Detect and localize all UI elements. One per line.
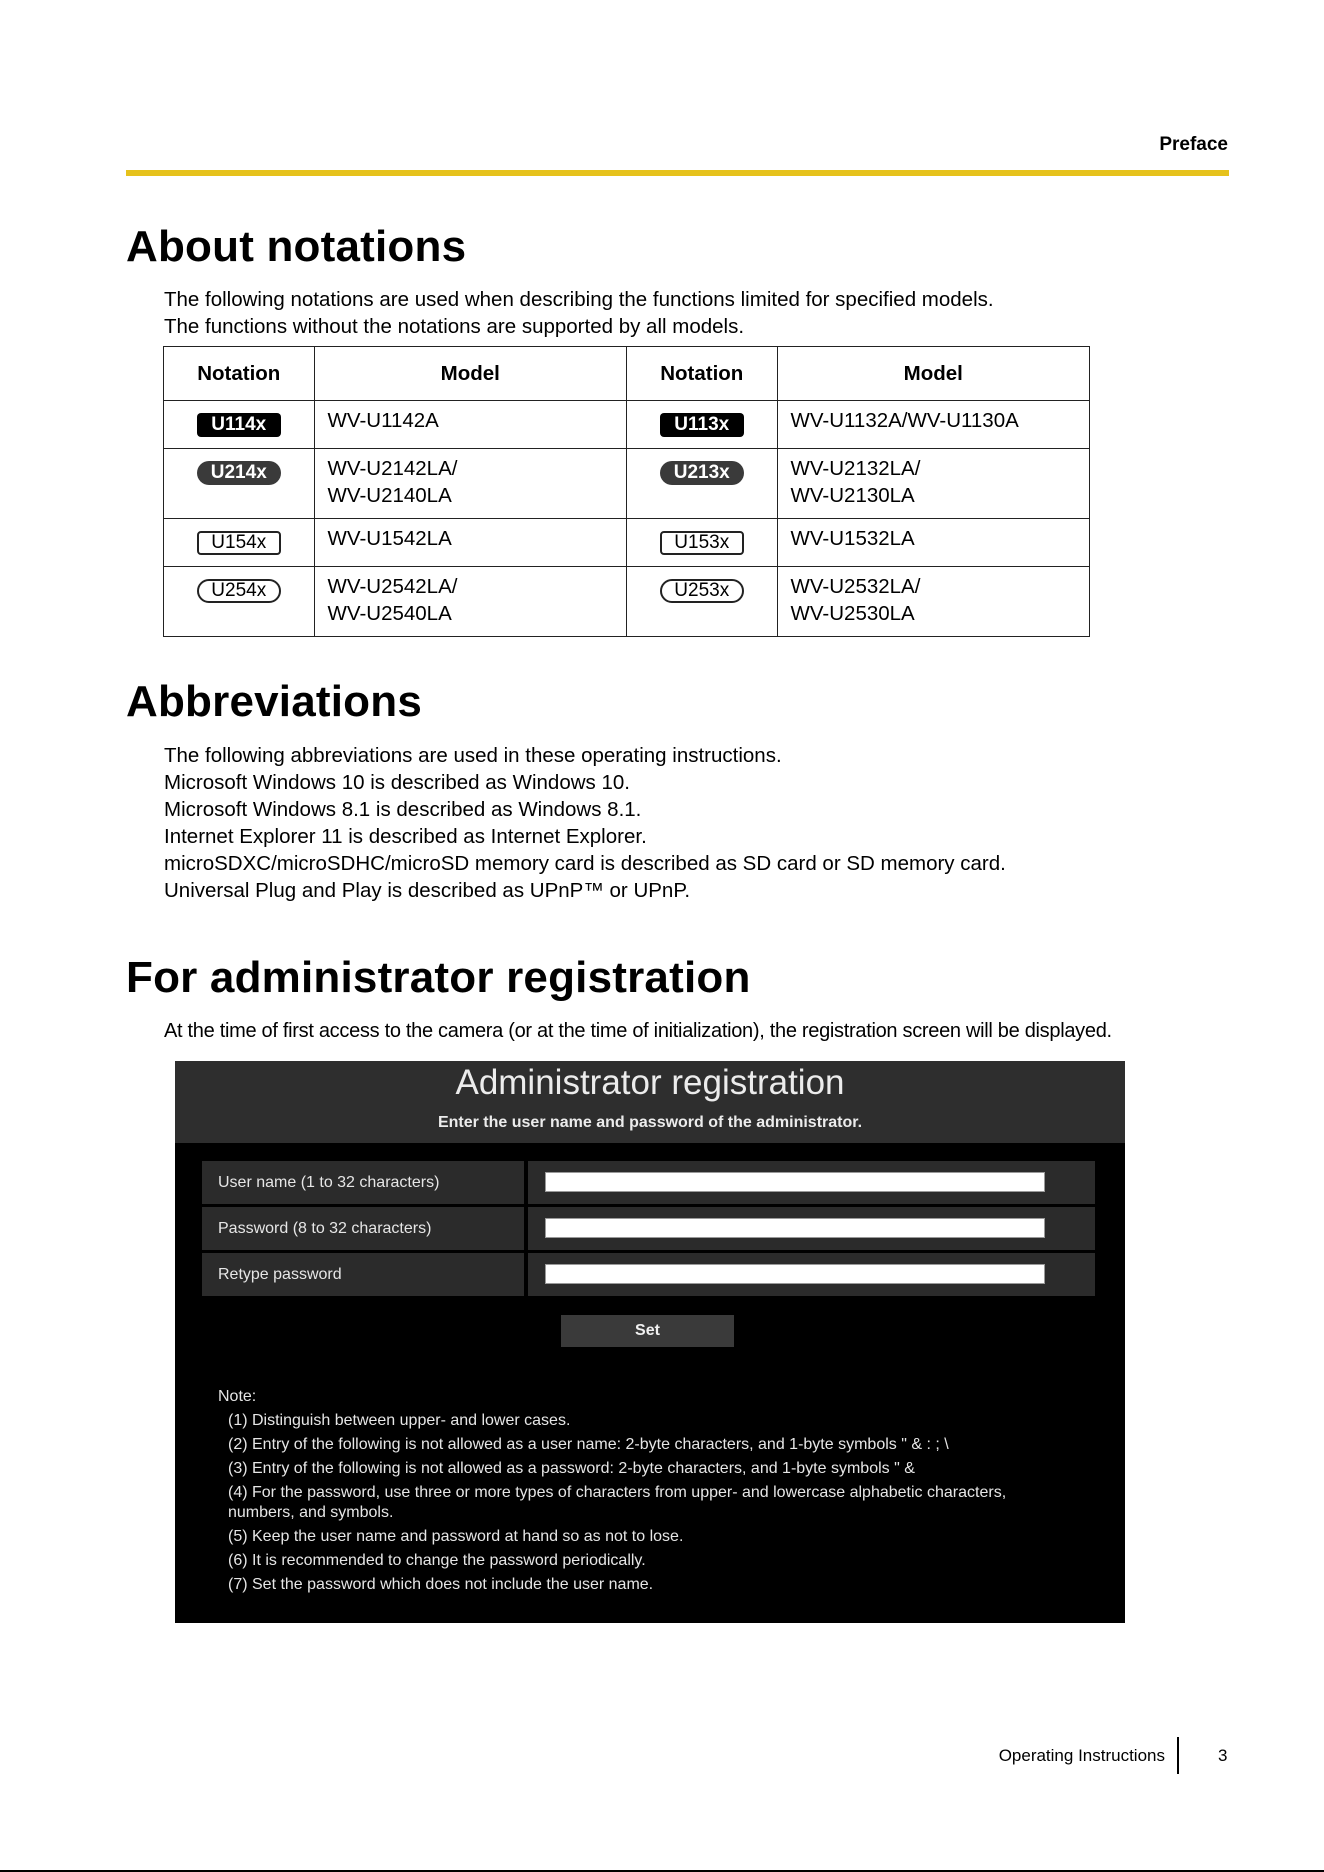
admin-screen-header [175,1061,1125,1143]
table-row [164,519,1090,567]
column-header: Notation [164,347,315,401]
model-badge: U113x [660,413,744,437]
footer-label: Operating Instructions [998,1746,1165,1765]
model-line: WV-U2140LA [327,484,452,507]
page-number: 3 [1218,1746,1228,1765]
footer-divider [1177,1737,1179,1774]
model-line: WV-U2530LA [790,602,915,625]
username-input[interactable] [545,1172,1045,1192]
note-item: (6) It is recommended to change the password periodically. [228,1552,646,1569]
model-badge: U154x [197,531,281,555]
notation-table [163,346,1090,637]
model-line: WV-U2142LA/ [327,457,458,480]
password-row [202,1207,1095,1250]
note-item: (3) Entry of the following is not allowed as a password: 2-byte characters, and 1-byte symbols " & [228,1460,915,1477]
notation-cell [626,519,777,567]
note-item: (1) Distinguish between upper- and lower cases. [228,1412,571,1429]
note-item: (4) For the password, use three or more types of characters from upper- and lowercase alphabetic characters, [228,1484,1007,1501]
abbreviation-line: microSDXC/microSDHC/microSD memory card is described as SD card or SD memory card. [164,852,1006,875]
intro-line: The functions without the notations are supported by all models. [164,315,745,338]
table-row [164,449,1090,519]
model-line: WV-U2540LA [327,602,452,625]
model-line: WV-U1542LA [327,527,452,550]
header-section-label: Preface [1159,134,1228,155]
model-line: WV-U1132A/WV-U1130A [790,409,1019,432]
notation-cell [164,449,315,519]
about-notations-intro [164,286,994,340]
notation-cell [626,449,777,519]
model-badge: U214x [197,461,281,485]
retype-password-input[interactable] [545,1264,1045,1284]
username-field-area [528,1161,1095,1204]
set-button[interactable]: Set [561,1315,734,1347]
intro-line: The following notations are used when describing the functions limited for specified models. [164,288,994,311]
username-row [202,1161,1095,1204]
model-cell [777,449,1089,519]
model-line: WV-U1532LA [790,527,915,550]
model-line: WV-U2542LA/ [327,575,458,598]
notation-cell [164,401,315,449]
model-badge: U213x [660,461,744,485]
admin-registration-intro: At the time of first access to the camera (or at the time of initialization), the registration screen will be displayed. [164,1020,1112,1042]
abbreviation-line: Microsoft Windows 10 is described as Windows 10. [164,771,630,794]
model-line: WV-U2130LA [790,484,915,507]
model-cell [314,401,626,449]
abbreviation-line: Universal Plug and Play is described as UPnP™ or UPnP. [164,879,691,902]
note-item: (5) Keep the user name and password at hand so as not to lose. [228,1528,684,1545]
note-item-continuation: numbers, and symbols. [228,1504,394,1521]
notation-cell [626,567,777,637]
notation-cell [164,567,315,637]
about-notations-heading: About notations [126,222,467,271]
abbreviations-list [164,742,1006,904]
model-line: WV-U2132LA/ [790,457,921,480]
note-item: (2) Entry of the following is not allowed as a user name: 2-byte characters, and 1-byte symbols " & : ; \ [228,1436,949,1453]
admin-screen-subtitle: Enter the user name and password of the administrator. [437,1114,863,1131]
model-cell [777,519,1089,567]
model-cell [314,449,626,519]
retype-password-row [202,1253,1095,1296]
column-header: Notation [626,347,777,401]
table-row [164,401,1090,449]
abbreviation-line: The following abbreviations are used in these operating instructions. [164,744,782,767]
retype-password-label: Retype password [202,1253,524,1296]
abbreviation-line: Internet Explorer 11 is described as Internet Explorer. [164,825,647,848]
model-line: WV-U2532LA/ [790,575,921,598]
model-badge: U254x [197,579,281,603]
model-line: WV-U1142A [327,409,439,432]
column-header: Model [777,347,1089,401]
model-badge: U153x [660,531,744,555]
admin-notes [218,1385,1088,1597]
password-label: Password (8 to 32 characters) [202,1207,524,1250]
header-rule [126,170,1229,176]
column-header: Model [314,347,626,401]
admin-registration-screenshot [175,1061,1125,1623]
retype-password-field-area [528,1253,1095,1296]
note-title: Note: [218,1388,257,1405]
model-badge: U253x [660,579,744,603]
model-cell [777,401,1089,449]
abbreviation-line: Microsoft Windows 8.1 is described as Windows 8.1. [164,798,642,821]
abbreviations-heading: Abbreviations [126,677,422,726]
table-header-row [164,347,1090,401]
model-cell [314,519,626,567]
password-field-area [528,1207,1095,1250]
model-cell [777,567,1089,637]
admin-registration-heading: For administrator registration [126,953,751,1002]
model-cell [314,567,626,637]
note-item: (7) Set the password which does not include the user name. [228,1576,654,1593]
admin-screen-title: Administrator registration [455,1063,845,1102]
username-label: User name (1 to 32 characters) [202,1161,524,1204]
model-badge: U114x [197,413,281,437]
password-input[interactable] [545,1218,1045,1238]
notation-cell [626,401,777,449]
notation-cell [164,519,315,567]
table-row [164,567,1090,637]
